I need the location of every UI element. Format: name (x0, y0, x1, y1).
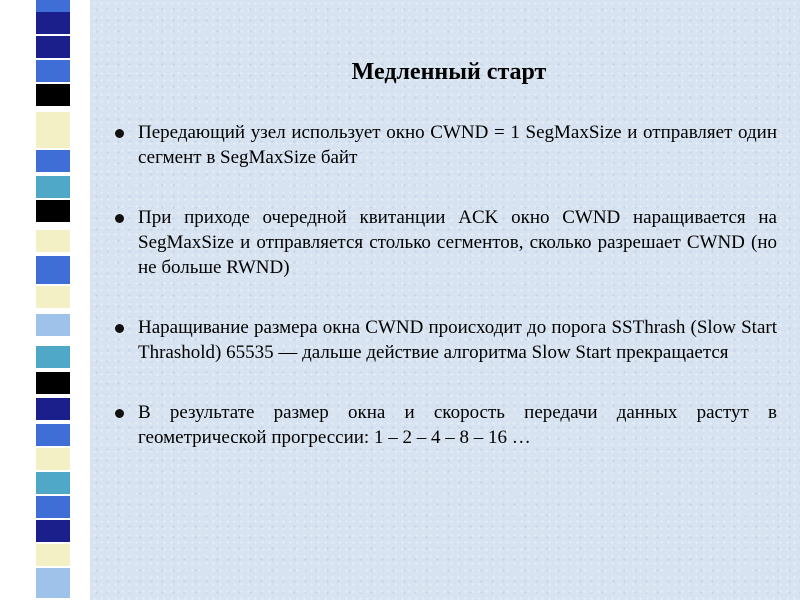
stripe (36, 424, 70, 448)
stripe (36, 568, 70, 600)
stripe (36, 314, 70, 338)
bullet-item (115, 400, 777, 450)
stripe (36, 112, 70, 150)
stripe (36, 84, 70, 108)
bullet-text: В результате размер окна и скорость передачи данных растут в геометрической прогрессии: 1 – 2 – 4 – 8 – 16 … (138, 402, 777, 448)
bullet-dot-icon (115, 324, 124, 333)
bullet-text: Передающий узел использует окно CWND = 1 SegMaxSize и отправляет один сегмент в SegMaxSize байт (138, 122, 777, 168)
bullet-dot-icon (115, 409, 124, 418)
bullet-dot-icon (115, 214, 124, 223)
stripe (36, 520, 70, 544)
bullet-text: При приходе очередной квитанции ACK окно CWND наращивается на SegMaxSize и отправляется столько сегментов, сколько разрешает CWND (но не больше RWND) (138, 207, 777, 278)
stripe (36, 230, 70, 254)
slide-title: Медленный старт (351, 59, 547, 85)
stripe (36, 12, 70, 36)
slide-content (115, 55, 777, 485)
bullet-item (115, 120, 777, 170)
stripe (36, 372, 70, 396)
stripe (36, 544, 70, 568)
stripe (36, 472, 70, 496)
bullet-text: Наращивание размера окна CWND происходит до порога SSThrash (Slow Start Thrashold) 65535 — дальше действие алгоритма Slow Start прекращается (138, 317, 777, 363)
stripe (36, 398, 70, 422)
stripe (36, 150, 70, 174)
bullet-item (115, 205, 777, 280)
stripe (36, 200, 70, 224)
stripe (36, 346, 70, 370)
decorative-stripe-bar (0, 0, 90, 600)
stripe (36, 36, 70, 60)
stripe (36, 256, 70, 286)
stripe (36, 60, 70, 84)
bullet-item (115, 315, 777, 365)
stripe (36, 176, 70, 200)
stripe (36, 448, 70, 472)
stripe (36, 496, 70, 520)
stripe (36, 286, 70, 310)
bullet-dot-icon (115, 129, 124, 138)
